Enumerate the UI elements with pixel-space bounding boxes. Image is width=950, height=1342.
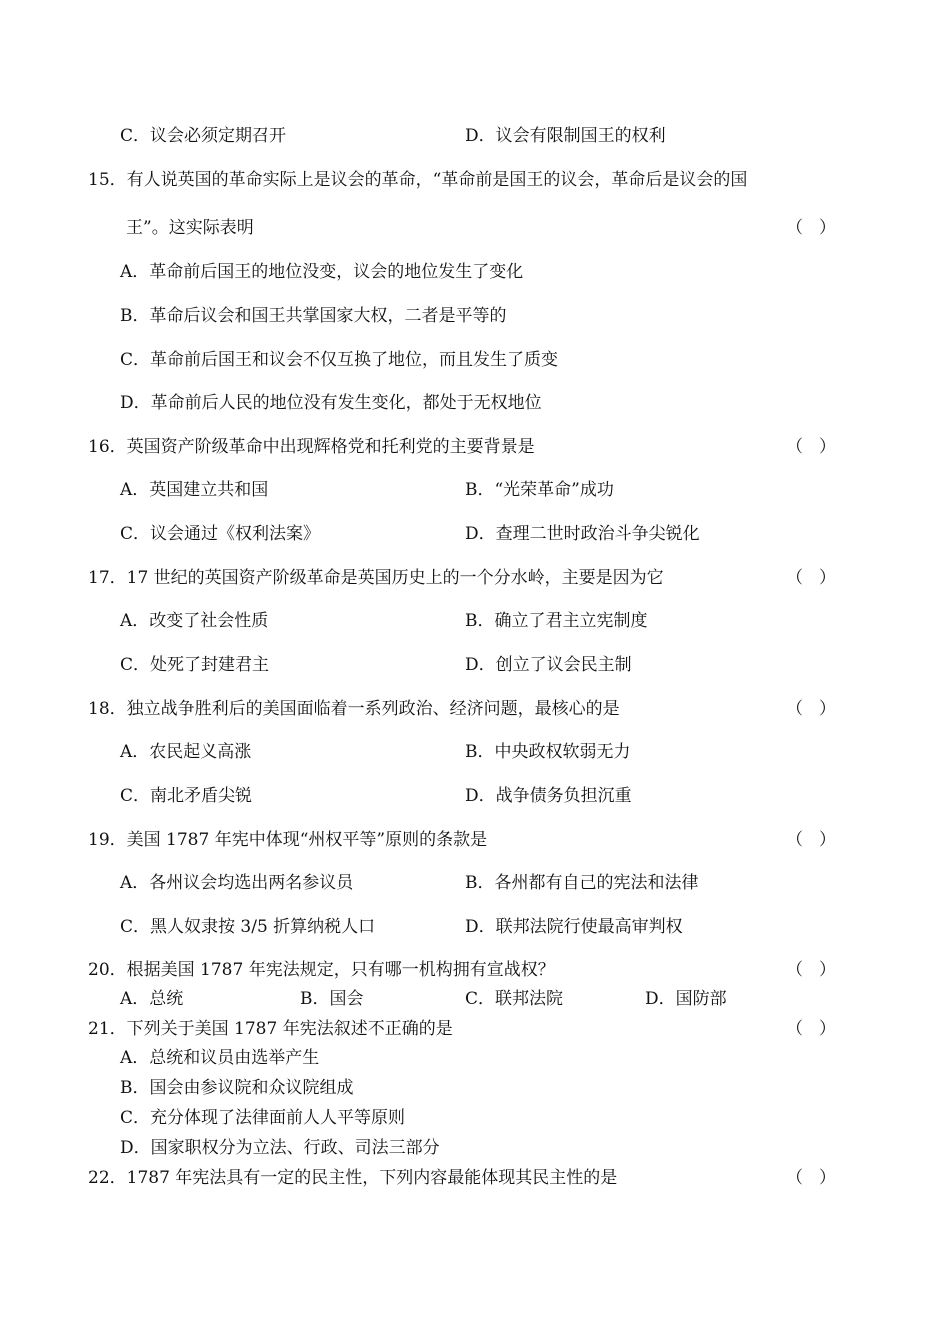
q17-option-c: C．处死了封建君主 (120, 655, 270, 675)
q15-stem-line2: 王”。这实际表明 (126, 218, 254, 238)
q15-bracket-open: （ (786, 218, 803, 238)
q16-bracket-close: ） (819, 437, 836, 457)
q17-option-a: A．改变了社会性质 (120, 611, 269, 631)
q20-option-c: C．联邦法院 (465, 989, 564, 1009)
q17-bracket-open: （ (786, 568, 803, 588)
q20-bracket-close: ） (819, 960, 836, 980)
q14-option-c: C．议会必须定期召开 (120, 126, 287, 146)
q20-bracket-open: （ (786, 960, 803, 980)
q17-stem: 17．17 世纪的英国资产阶级革命是英国历史上的一个分水岭，主要是因为它 (88, 568, 664, 588)
q19-option-d: D．联邦法院行使最高审判权 (465, 917, 683, 937)
q20-stem: 20．根据美国 1787 年宪法规定，只有哪一机构拥有宣战权？ (88, 960, 555, 980)
q18-bracket-open: （ (786, 699, 803, 719)
q22-answer-bracket (786, 1167, 836, 1189)
q15-option-b: B．革命后议会和国王共掌国家大权，二者是平等的 (120, 306, 507, 326)
q17-option-d: D．创立了议会民主制 (465, 655, 632, 675)
q18-answer-bracket (786, 698, 836, 720)
q19-bracket-close: ） (819, 830, 836, 850)
q17-answer-bracket (786, 567, 836, 589)
q15-bracket-close: ） (819, 218, 836, 238)
q20-option-b: B．国会 (300, 989, 364, 1009)
q22-stem: 22．1787 年宪法具有一定的民主性，下列内容最能体现其民主性的是 (88, 1168, 618, 1188)
q16-stem: 16．英国资产阶级革命中出现辉格党和托利党的主要背景是 (88, 437, 535, 457)
q16-option-d: D．查理二世时政治斗争尖锐化 (465, 524, 700, 544)
q15-answer-bracket (786, 217, 836, 239)
q16-answer-bracket (786, 436, 836, 458)
q19-answer-bracket (786, 829, 836, 851)
q22-bracket-close: ） (819, 1168, 836, 1188)
q21-option-b: B．国会由参议院和众议院组成 (120, 1078, 354, 1098)
q16-option-c: C．议会通过《权利法案》 (120, 524, 321, 544)
q15-option-a: A．革命前后国王的地位没变，议会的地位发生了变化 (120, 262, 524, 282)
q19-bracket-open: （ (786, 830, 803, 850)
q21-bracket-close: ） (819, 1019, 836, 1039)
q15-option-c: C．革命前后国王和议会不仅互换了地位，而且发生了质变 (120, 350, 559, 370)
q19-option-c: C．黑人奴隶按 3/5 折算纳税人口 (120, 917, 376, 937)
q20-option-d: D．国防部 (645, 989, 727, 1009)
q16-option-b: B．“光荣革命”成功 (465, 480, 614, 500)
q18-option-c: C．南北矛盾尖锐 (120, 786, 253, 806)
q15-stem-line1: 15．有人说英国的革命实际上是议会的革命，“革命前是国王的议会，革命后是议会的国 (88, 170, 748, 190)
q19-stem: 19．美国 1787 年宪中体现“州权平等”原则的条款是 (88, 830, 488, 850)
q18-bracket-close: ） (819, 699, 836, 719)
q18-option-a: A．农民起义高涨 (120, 742, 252, 762)
q19-option-a: A．各州议会均选出两名参议员 (120, 873, 354, 893)
q14-option-d: D．议会有限制国王的权利 (465, 126, 666, 146)
q18-option-d: D．战争债务负担沉重 (465, 786, 632, 806)
q21-option-c: C．充分体现了法律面前人人平等原则 (120, 1108, 406, 1128)
q22-bracket-open: （ (786, 1168, 803, 1188)
q16-bracket-open: （ (786, 437, 803, 457)
q20-answer-bracket (786, 959, 836, 981)
q18-option-b: B．中央政权软弱无力 (465, 742, 631, 762)
q15-option-d: D．革命前后人民的地位没有发生变化，都处于无权地位 (120, 393, 542, 413)
q21-stem: 21．下列关于美国 1787 年宪法叙述不正确的是 (88, 1019, 453, 1039)
q16-option-a: A．英国建立共和国 (120, 480, 269, 500)
q17-bracket-close: ） (819, 568, 836, 588)
q21-bracket-open: （ (786, 1019, 803, 1039)
q18-stem: 18．独立战争胜利后的美国面临着一系列政治、经济问题，最核心的是 (88, 699, 620, 719)
q20-option-a: A．总统 (120, 989, 184, 1009)
q21-option-d: D．国家职权分为立法、行政、司法三部分 (120, 1138, 440, 1158)
q17-option-b: B．确立了君主立宪制度 (465, 611, 648, 631)
q21-option-a: A．总统和议员由选举产生 (120, 1048, 320, 1068)
q21-answer-bracket (786, 1018, 836, 1040)
q19-option-b: B．各州都有自己的宪法和法律 (465, 873, 699, 893)
